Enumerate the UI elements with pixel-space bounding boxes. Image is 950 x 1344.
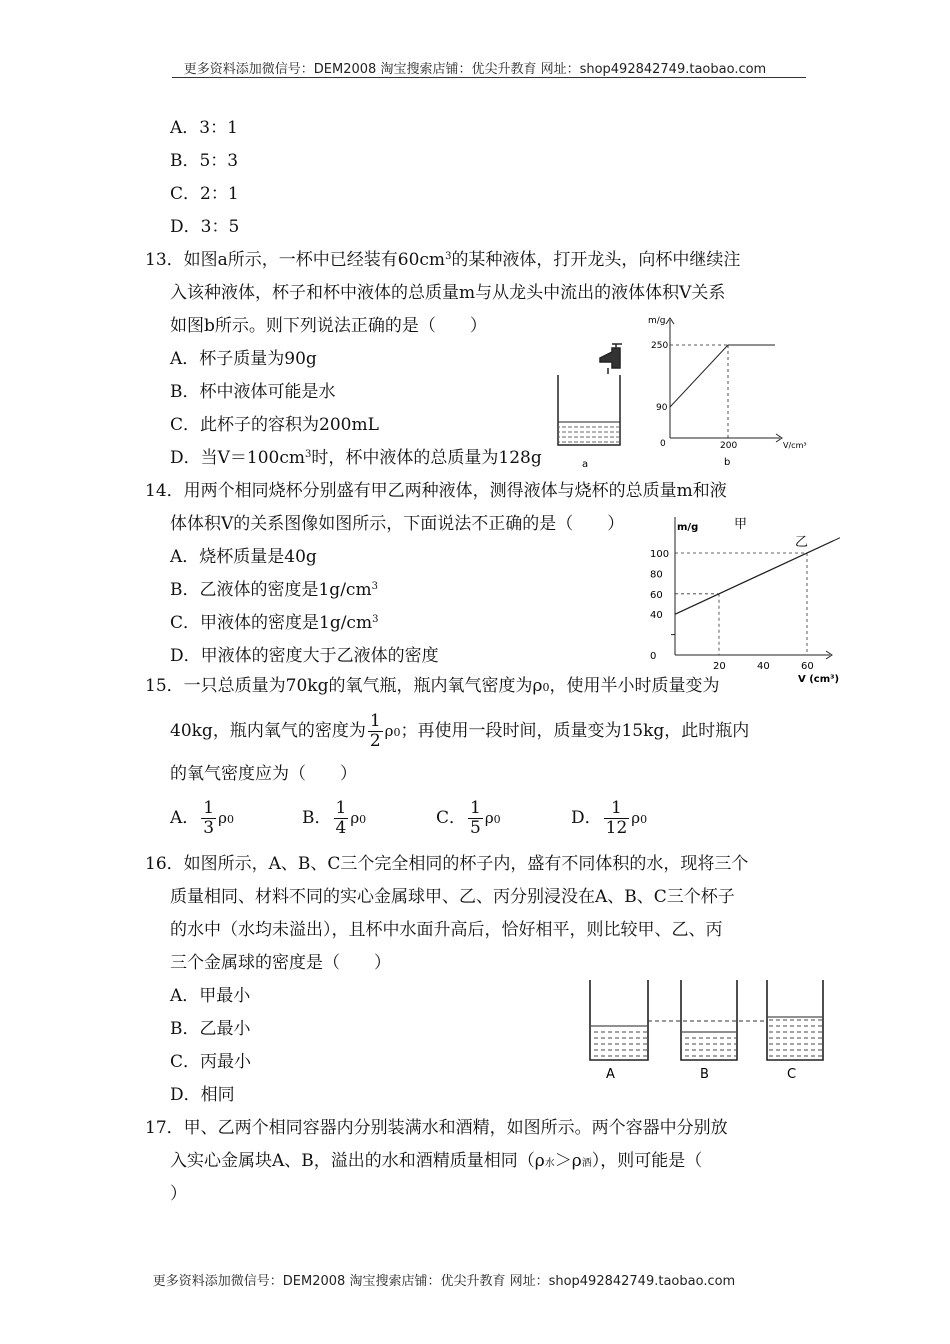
q16-line-4: 三个金属球的密度是（ ）	[170, 953, 391, 973]
faucet-icon	[600, 344, 622, 374]
q15-line-1: 15．一只总质量为70kg的氧气瓶，瓶内氧气密度为ρ0，使用半小时质量变为	[145, 676, 720, 696]
q16-line-3: 的水中（水均未溢出），且杯中水面升高后，恰好相平，则比较甲、乙、丙	[170, 920, 723, 940]
cup-label-b: B	[700, 1067, 709, 1082]
cup-a-icon	[590, 980, 648, 1060]
q16-option-d: D．相同	[170, 1085, 235, 1105]
q15-option-c: C． $\frac{1}{5}$ ρ0	[436, 798, 501, 838]
q13-graph-b	[666, 318, 782, 442]
q17-line-2: 入实心金属块A、B，溢出的水和酒精质量相同（ρ水＞ρ酒），则可能是（	[170, 1151, 703, 1171]
q14-xtick-label: 20	[713, 661, 726, 672]
q15-line-3: 的氧气密度应为（ ）	[170, 764, 357, 784]
cup-b-icon	[681, 980, 737, 1060]
q17-line-3: ）	[170, 1184, 187, 1204]
cup-label-a: A	[606, 1067, 615, 1082]
q17-line-1: 17．甲、乙两个相同容器内分别装满水和酒精，如图所示。两个容器中分别放	[145, 1118, 728, 1138]
q13-fig-origin: 0	[660, 439, 666, 449]
q12-option-a: A．3：1	[170, 118, 238, 138]
q14-ytick-label: 80	[650, 569, 663, 581]
q13-fig-y90: 90	[656, 403, 668, 413]
q14-line-1: 14．用两个相同烧杯分别盛有甲乙两种液体，测得液体与烧杯的总质量m和液	[145, 481, 727, 501]
q14-xtick-label: 60	[801, 661, 814, 672]
q13-fig-x200: 200	[720, 441, 738, 451]
q15-option-b: B． $\frac{1}{4}$ ρ0	[302, 798, 367, 838]
q14-xlabel: V (cm³)	[798, 674, 840, 685]
cup-c-icon	[767, 980, 823, 1060]
q16-option-a: A．甲最小	[170, 986, 251, 1006]
q14-chart	[640, 512, 840, 687]
q13-fig-y250: 250	[651, 341, 669, 351]
q14-series-label-yi: 乙	[795, 535, 809, 550]
q13-option-c: C．此杯子的容积为200mL	[170, 415, 379, 435]
q14-ytick-label: 100	[650, 549, 670, 560]
q15-option-d: D． $\frac{1}{12}$ ρ0	[571, 798, 648, 838]
fraction-one-half: $\frac{1}{2}$	[369, 711, 381, 751]
q12-option-d: D．3：5	[170, 217, 240, 237]
q14-ylabel: m/g	[677, 522, 699, 533]
q13-option-d: D．当$V=100cm^3$时，杯中液体的总质量为128g	[170, 448, 542, 468]
q13-fig-label-a: a	[582, 459, 589, 470]
q12-option-b: B．5：3	[170, 151, 239, 171]
header-divider	[172, 77, 806, 78]
q14-option-a: A．烧杯质量是40g	[170, 547, 317, 567]
q14-option-b: B．乙液体的密度是$1g/cm^3$	[170, 580, 378, 600]
q13-fig-xlabel: V/cm³	[783, 441, 807, 450]
q14-option-c: C．甲液体的密度是$1g/cm^3$	[170, 613, 379, 633]
page-footer: 更多资料添加微信号：DEM2008 淘宝搜索店铺：优尖升教育 网址：shop492842749.taobao.com	[152, 1274, 736, 1289]
beaker-icon	[558, 375, 620, 445]
q14-ytick-label: 0	[650, 651, 657, 662]
q13-option-a: A．杯子质量为90g	[170, 349, 317, 369]
q14-series-line-1	[675, 541, 833, 614]
q12-option-c: C．2：1	[170, 184, 239, 204]
q13-fig-ylabel: m/g	[648, 316, 666, 326]
q14-ytick-label: 40	[650, 610, 663, 622]
q13-line-2: 入该种液体，杯子和杯中液体的总质量m与从龙头中流出的液体体积V关系	[170, 283, 726, 303]
q16-cups-figure	[580, 975, 830, 1085]
q13-figure	[550, 310, 820, 480]
q14-series-label-jia: 甲	[734, 517, 748, 532]
q14-ytick-label: 60	[650, 589, 663, 601]
q16-line-1: 16．如图所示，A、B、C三个完全相同的杯子内，盛有不同体积的水，现将三个	[145, 854, 749, 874]
q16-option-b: B．乙最小	[170, 1019, 251, 1039]
q13-line-1: 13．如图a所示，一杯中已经装有$60cm^3$的某种液体，打开龙头，向杯中继续注	[145, 250, 741, 270]
q16-line-2: 质量相同、材料不同的实心金属球甲、乙、丙分别浸没在A、B、C三个杯子	[170, 887, 735, 907]
q14-xtick-label: 40	[757, 661, 770, 672]
q15-option-a: A． $\frac{1}{3}$ ρ0	[170, 798, 234, 838]
q13-option-b: B．杯中液体可能是水	[170, 382, 336, 402]
q14-option-d: D．甲液体的密度大于乙液体的密度	[170, 646, 439, 666]
cup-label-c: C	[787, 1067, 797, 1082]
q14-line-2: 体体积V的关系图像如图所示，下面说法不正确的是（ ）	[170, 514, 625, 534]
q15-line-2: 40kg，瓶内氧气的密度为 $\frac{1}{2}$ ρ0；再使用一段时间，质量变为15kg，此时瓶内	[170, 711, 750, 751]
q13-line-3: 如图b所示。则下列说法正确的是（ ）	[170, 316, 487, 336]
q16-option-c: C．丙最小	[170, 1052, 252, 1072]
q13-fig-label-b: b	[724, 457, 731, 468]
page-header: 更多资料添加微信号：DEM2008 淘宝搜索店铺：优尖升教育 网址：shop492842749.taobao.com	[183, 62, 767, 77]
